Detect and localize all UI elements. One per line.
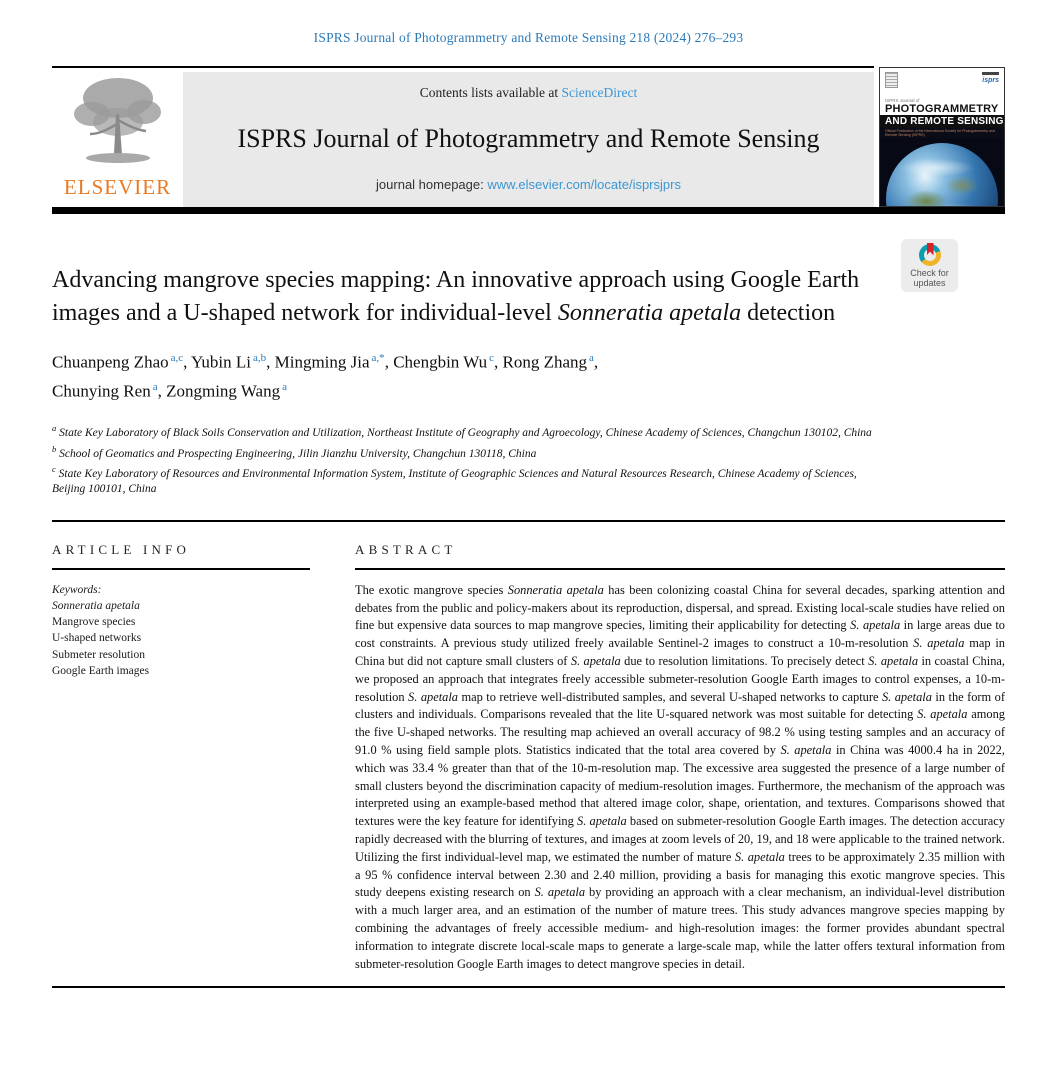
text-segment: by providing an approach with a clear mechanism, an individual-level distribution with a much larger area, and an estimation of the number of mature trees. This study advances mangrove species mapping by combining the advantages of freely accessible medium- and high-resolution images: the former provides abundant spectral information to integrate discrete local-scale maps to generate a large-scale map, while the latter offers textural information from submeter-resolution Google Earth images to detect mangrove species in detail. bbox=[355, 885, 1005, 971]
author-name: Mingming Jia bbox=[274, 352, 370, 372]
cover-title-line2: AND REMOTE SENSING bbox=[880, 115, 1004, 128]
banner-bottom-bar bbox=[52, 207, 1005, 214]
author-name: Chuanpeng Zhao bbox=[52, 352, 169, 372]
article-title bbox=[52, 264, 872, 330]
text-segment: map to retrieve well-distributed samples, and several U-shaped networks to capture bbox=[457, 689, 882, 704]
species-name-italic: S. apetala bbox=[868, 653, 919, 668]
elsevier-logo bbox=[52, 72, 183, 207]
citation-link[interactable]: ISPRS Journal of Photogrammetry and Remote Sensing 218 (2024) 276–293 bbox=[313, 30, 744, 45]
badge-label-line2: updates bbox=[913, 277, 946, 288]
badge-label bbox=[910, 268, 949, 288]
author-affiliation-sup[interactable]: a,* bbox=[371, 352, 385, 364]
text-segment: map in China but did not capture small clusters of bbox=[355, 636, 1005, 668]
author-name: Chunying Ren bbox=[52, 381, 151, 401]
author-affiliation-sup[interactable]: a,c bbox=[170, 352, 184, 364]
banner-top-rule bbox=[52, 66, 874, 68]
header-citation bbox=[52, 0, 1005, 46]
author-affiliation-sup[interactable]: c bbox=[489, 352, 494, 364]
journal-title: ISPRS Journal of Photogrammetry and Remote Sensing bbox=[237, 124, 820, 153]
contents-prefix: Contents lists available at bbox=[419, 85, 562, 100]
check-for-updates-badge[interactable] bbox=[901, 239, 958, 292]
species-name-italic: S. apetala bbox=[780, 742, 832, 757]
keywords-label: Keywords: bbox=[52, 583, 102, 596]
author-name: Zongming Wang bbox=[166, 381, 281, 401]
cover-earth-area bbox=[880, 138, 1004, 206]
author-name: Rong Zhang bbox=[502, 352, 588, 372]
species-name-italic: S. apetala bbox=[917, 707, 968, 722]
species-name-italic: S. apetala bbox=[534, 885, 586, 900]
species-name-italic: S. apetala bbox=[570, 653, 621, 668]
banner-center bbox=[183, 72, 874, 207]
affiliation-item: $^c$ State Key Laboratory of Resources and Environmental Information System, Institute of Geographic Sciences and Natural Resources Research, Chinese Academy of Sciences, Beijing 100101, China bbox=[52, 463, 857, 496]
author-name: Chengbin Wu bbox=[393, 352, 488, 372]
sciencedirect-link[interactable]: ScienceDirect bbox=[561, 85, 638, 100]
author-affiliation-sup[interactable]: a bbox=[589, 352, 594, 364]
author-affiliation-sup[interactable]: a bbox=[282, 380, 287, 393]
cover-title-line1: PHOTOGRAMMETRY bbox=[885, 103, 999, 115]
text-segment: in large areas due to cost constraints. A previous study utilized freely available Sentinel-2 images to construct a 10-m-resolution bbox=[355, 618, 1005, 651]
abstract-text bbox=[355, 582, 1005, 974]
text-segment: among the five U-shaped networks. The resulting map achieved an overall accuracy of 98.2 % using testing samples and an accuracy of 91.0 % using field sample plots. Statistics indicated that the total area covered by bbox=[355, 707, 1006, 757]
author-affiliation-sup[interactable]: a bbox=[152, 380, 158, 393]
article-info-heading: ARTICLE INFO bbox=[52, 541, 191, 557]
journal-banner bbox=[52, 72, 1005, 207]
cover-header bbox=[880, 68, 1004, 98]
cover-caption: Official Publication of the International Society for Photogrammetry and Remote Sensing (ISPRS) bbox=[880, 128, 1004, 138]
text-segment: due to resolution limitations. To precisely detect bbox=[620, 653, 869, 668]
keyword-item: Google Earth images bbox=[52, 664, 150, 677]
author-name: Yubin Li bbox=[191, 352, 251, 372]
text-segment: in the form of clusters and individuals. Comparisons revealed that the lite U-squared network was most suitable for detecting bbox=[355, 689, 1005, 722]
text-segment: The exotic mangrove species bbox=[355, 582, 508, 597]
species-name-italic: Sonneratia apetala bbox=[507, 582, 604, 597]
badge-label-line1: Check for bbox=[910, 267, 949, 278]
species-name-italic: S. apetala bbox=[850, 618, 901, 633]
elsevier-wordmark: ELSEVIER bbox=[63, 175, 172, 199]
affiliation-list bbox=[52, 421, 872, 497]
affiliation-item: $^a$ State Key Laboratory of Black Soils Conservation and Utilization, Northeast Institute of Geography and Agroecology, Chinese Academy of Sciences, Changchun 130102, China bbox=[52, 423, 872, 440]
species-name-italic: S. apetala bbox=[913, 636, 965, 651]
cover-journal-of: ISPRS Journal of bbox=[885, 98, 920, 103]
keyword-item: Mangrove species bbox=[52, 616, 136, 629]
keyword-item: Submeter resolution bbox=[52, 648, 145, 661]
earth-globe-image bbox=[886, 143, 998, 206]
isprs-logo: isprs bbox=[982, 72, 999, 84]
species-name-italic: Sonneratia apetala bbox=[557, 300, 742, 326]
elsevier-tree-icon bbox=[62, 72, 174, 174]
journal-cover bbox=[879, 67, 1005, 207]
contents-line bbox=[193, 85, 864, 101]
text-segment: in coastal China, we proposed an approach that integrates freely accessible submeter-resolution Google Earth images to control expenses, a 10-m-resolution bbox=[355, 653, 1005, 704]
text-segment: based on submeter-resolution Google Earth images. The detection accuracy rapidly decreased with the blurring of textures, and images at zoom levels of 20, 19, and 18 were applicable to the trained network. Utilizing the first individual-level map, we estimated the number of mature bbox=[355, 814, 1005, 864]
keyword-item: Sonneratia apetala bbox=[52, 600, 140, 612]
article-info-rule bbox=[52, 568, 310, 570]
crossmark-icon bbox=[919, 244, 941, 266]
text-segment: in China was 4000.4 ha in 2022, which was 33.4 % greater than that of the 10-m-resolution map. The excessive area suggested the presence of a large number of small clusters beyond the discrimination capacity of medium-resolution images. Furthermore, the mechanism of the approach was interpreted using an example-based method that altered image color, shape, orientation, and textures. Comparisons showed that textures were the key feature for identifying bbox=[355, 742, 1005, 829]
text-segment: Advancing mangrove species mapping: An innovative approach using Google Earth images and a U-shaped network for individual-level bbox=[52, 267, 860, 326]
keyword-item: U-shaped networks bbox=[52, 632, 142, 645]
homepage-link[interactable]: www.elsevier.com/locate/isprsjprs bbox=[487, 177, 681, 192]
species-name-italic: S. apetala bbox=[408, 689, 458, 704]
species-name-italic: S. apetala bbox=[577, 814, 627, 829]
info-abstract-columns bbox=[52, 542, 1005, 974]
author-affiliation-sup[interactable]: a,b bbox=[252, 352, 267, 364]
author-list: Chuanpeng Zhao $^{a,c}$, Yubin Li $^{a,b}$, Mingming Jia $^{a,*}$, Chengbin Wu $^c$, Rong Zhang $^a$, Chunying Ren $^a$, Zongming Wang $^a$ bbox=[52, 352, 599, 401]
abstract-column bbox=[355, 542, 1005, 974]
text-segment: detection bbox=[741, 300, 836, 326]
keyword-list bbox=[52, 598, 330, 679]
page-bottom-rule bbox=[52, 986, 1005, 988]
cover-emblem-icon bbox=[885, 72, 898, 88]
homepage-prefix: journal homepage: bbox=[376, 177, 488, 192]
text-segment: has been colonizing coastal China for several decades, sparking attention and debates from the public and policy-makers about its reproduction, dispersal, and spread. Existing local-scale studies have relied on fine but expensive data sources to map mangrove species, limiting their applicability for detecting bbox=[355, 582, 1005, 633]
affiliation-item: $^b$ School of Geomatics and Prospecting Engineering, Jilin Jianzhu University, Changchun 130118, China bbox=[52, 443, 537, 460]
abstract-rule bbox=[355, 568, 1005, 570]
species-name-italic: S. apetala bbox=[881, 689, 932, 704]
section-divider-rule bbox=[52, 520, 1005, 522]
abstract-heading: ABSTRACT bbox=[355, 541, 457, 557]
species-name-italic: S. apetala bbox=[734, 849, 785, 864]
text-segment: trees to be approximately 2.35 million with a 95 % confidence interval between 2.30 and 2.40 million, providing a basis for managing this exotic mangrove species. This study deepens existing research on bbox=[355, 849, 1005, 900]
article-info-column bbox=[52, 542, 330, 974]
homepage-line bbox=[193, 177, 864, 192]
